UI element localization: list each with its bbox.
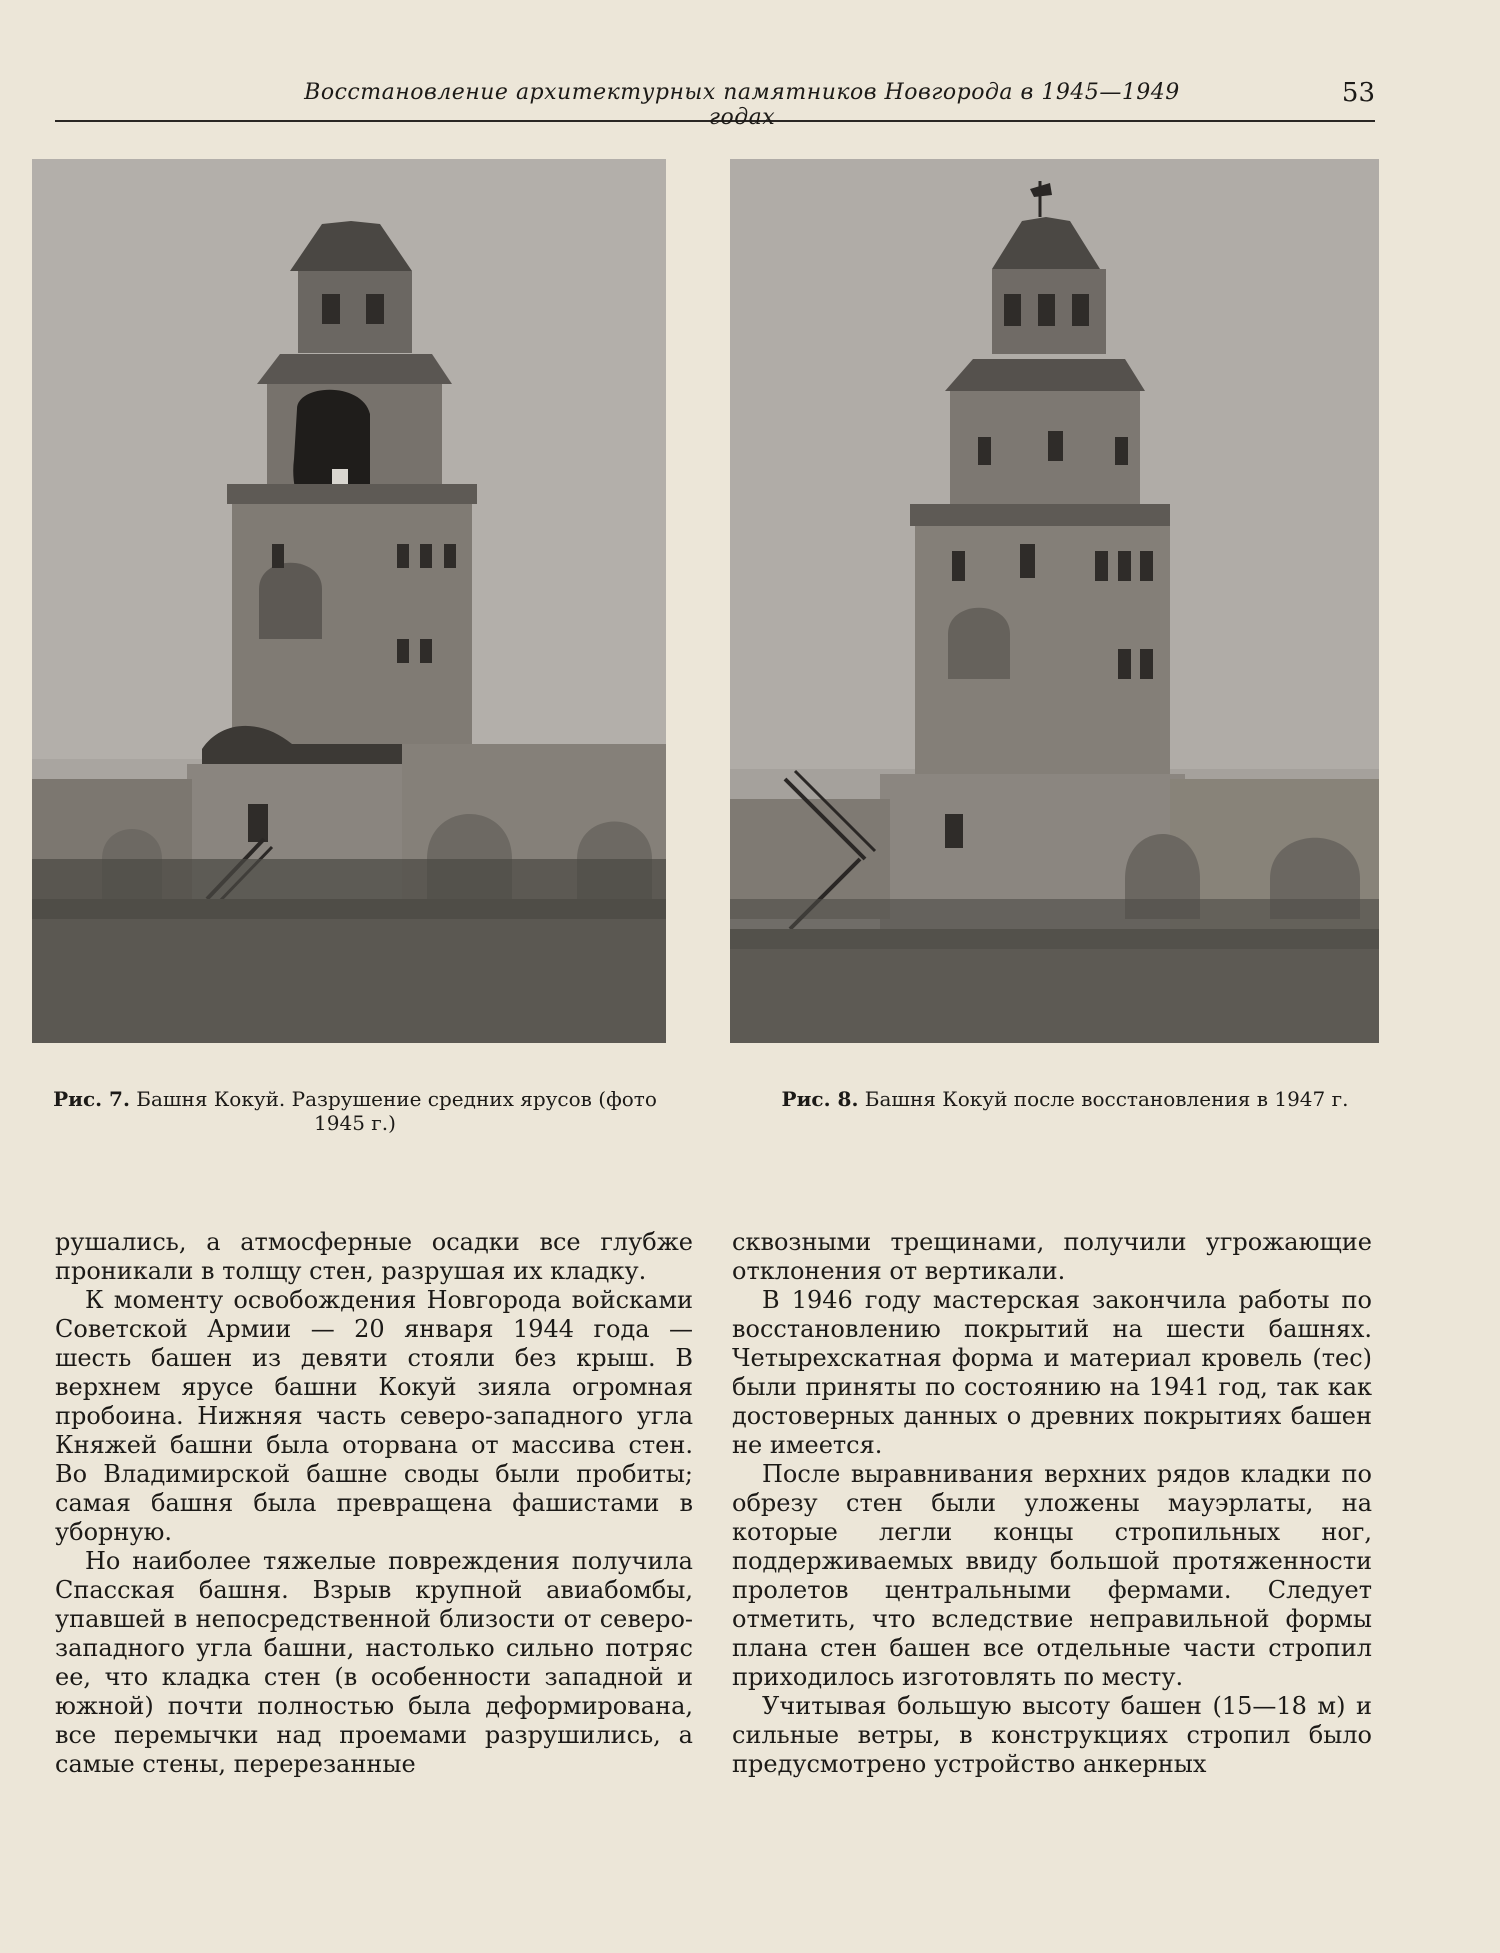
figure-8-label: Рис. 8. [781, 1087, 859, 1111]
figure-7-caption-text: Башня Кокуй. Разрушение средних ярусов (фото 1945 г.) [136, 1087, 657, 1135]
tower-restored-illustration [730, 159, 1379, 1043]
tower-ruined-illustration [32, 159, 666, 1043]
figure-8-photo [730, 159, 1379, 1043]
paragraph: рушались, а атмосферные осадки все глубже проникали в толщу стен, разрушая их кладку. [55, 1228, 693, 1285]
figure-7-photo [32, 159, 666, 1043]
figure-8-caption-text: Башня Кокуй после восстановления в 1947 г. [864, 1087, 1349, 1111]
text-column-left [55, 1228, 693, 1779]
figure-7-caption [40, 1087, 670, 1135]
page-number: 53 [1341, 78, 1375, 108]
running-title: Восстановление архитектурных памятников Новгорода в 1945—1949 годах [304, 80, 1180, 130]
figure-8-caption [740, 1087, 1390, 1111]
paragraph: В 1946 году мастерская закончила работы по восстановлению покрытий на шести башнях. Четырехскатная форма и материал кровель (тес) были приняты по состоянию на 1941 год, так как достоверных данных о древних покрытиях башен не имеется. [732, 1286, 1372, 1459]
paragraph: Учитывая большую высоту башен (15—18 м) и сильные ветры, в конструкциях стропил было предусмотрено устройство анкерных [732, 1692, 1372, 1778]
paragraph: Но наиболее тяжелые повреждения получила Спасская башня. Взрыв крупной авиабомбы, упавшей в непосредственной близости от северо-западного угла башни, настолько сильно потряс ее, что кладка стен (в особенности западной и южной) почти полностью была деформирована, все перемычки над проемами разрушились, а самые стены, перерезанные [55, 1547, 693, 1778]
figure-7-label: Рис. 7. [53, 1087, 130, 1111]
paragraph: сквозными трещинами, получили угрожающие отклонения от вертикали. [732, 1228, 1372, 1285]
running-header [55, 78, 1375, 130]
paragraph: После выравнивания верхних рядов кладки по обрезу стен были уложены мауэрлаты, на которые легли концы стропильных ног, поддерживаемых ввиду большой протяженности пролетов центральными фермами. Следует отметить, что вследствие неправильной формы плана стен башен все отдельные части стропил приходилось изготовлять по месту. [732, 1460, 1372, 1691]
text-column-right [732, 1228, 1372, 1779]
paragraph: К моменту освобождения Новгорода войсками Советской Армии — 20 января 1944 года — шесть башен из девяти стояли без крыш. В верхнем ярусе башни Кокуй зияла огромная пробоина. Нижняя часть северо-западного угла Княжей башни была оторвана от массива стен. Во Владимирской башне своды были пробиты; самая башня была превращена фашистами в уборную. [55, 1286, 693, 1546]
